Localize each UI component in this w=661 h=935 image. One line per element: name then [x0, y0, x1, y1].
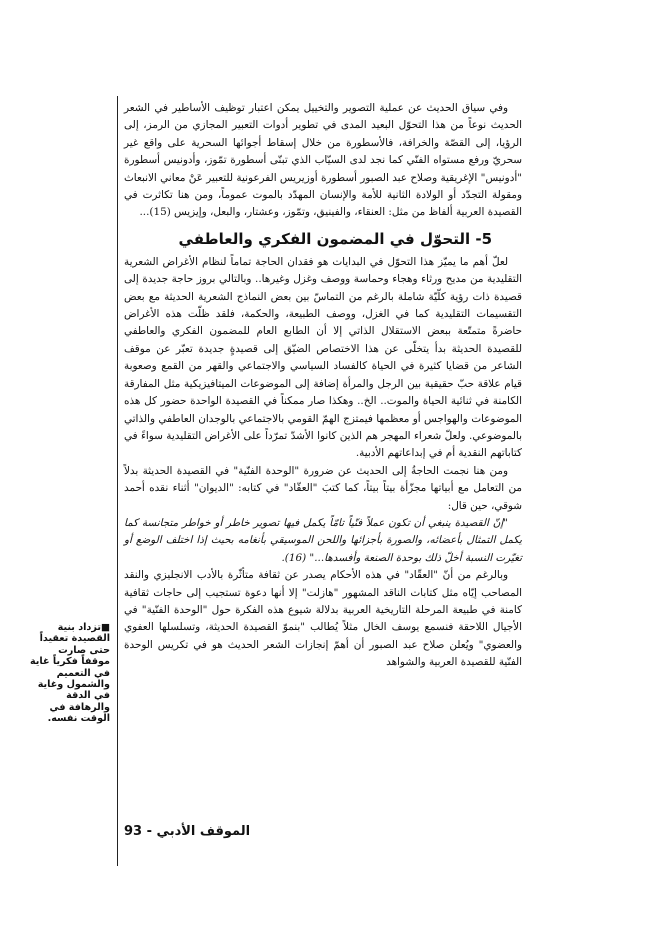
margin-rule — [117, 96, 118, 866]
margin-pull-quote: ■تزداد بنية القصيدة تعقيداً حتى صارت موقفاً فكرياً غاية في التعميم والشمول وغاية في الدقة والرهافة في الوقت نفسه. — [29, 622, 110, 725]
aqqad-quote: "إنّ القصيدة ينبغي أن تكون عملاً فنّياً تامّاً يكمل فيها تصوير خاطر أو خواطر متجانسة كما يكمل التمثال بأعضائه، والصورة بأجزائها واللحن الموسيقي بأنغامه بحيث إذا اختلف الوضع أو تغيّرت النسبة أخلّ ذلك بوحدة الصنعة وأفسدها..." (16). — [124, 516, 522, 564]
footer-separator: - — [142, 824, 157, 839]
journal-name: الموقف الأدبي — [156, 824, 251, 839]
paragraph-aqqad-influence: وبالرغم من أنّ "العقّاد" في هذه الأحكام يصدر عن ثقافة متأثّرة بالأدب الانجليزي والنقد المصاحب إيّاه مثل كتابات الناقد المشهور "هازلت" إلا أنها دعوة تستجيب إلى حاجات ثقافية كامنة في طبيعة المرحلة التاريخية العربية بدلالة شيوع هذه الفكرة حول "الوحدة الفنّية" في الأجيال اللاحقة فنسمع يوسف الخال مثلاً يُطالب "بنموّ القصيدة الحديثة، وتسلسلها العفوي والعضوي" ويُعلن صلاح عبد الصبور أن أهمّ إنجازات الشعر الحديث هو في تكريس الوحدة الفنّية للقصيدة العربية والشواهد — [124, 569, 522, 669]
paragraph-content-shift: لعلّ أهم ما يميّز هذا التحوّل في البدايات هو فقدان الحاجة تماماً لنظام الأغراض الشعرية التقليدية من مديح ورثاء وهجاء وحماسة ووصف وغزل وغيرها.. وبالتالي بروز حاجة جديدة إلى قصيدة ذات رؤية كلّيّة شاملة بالرغم من التماسّ بين بعض النماذج الشعرية الحديثة مع بعض التقسيمات التقليدية كما في الغزل، ووصف الطبيعة، والحكمة، فلقد ظلّت هذه الأغراض حاضرةً متمتّعة ببعض الاستقلال الذاتي إلا أن الطابع العام للمضمون الفكري والعاطفي للقصيدة الحديثة بدأ يتخلّى عن هذا الاختصاص الضيّق إلى قصيدةٍ جديدة تعبّر عن موقف الشاعر من قضايا كثيرة في الحياة كالفساد السياسي والاجتماعي والقهر من القمع وصعوبة قيام علاقة حبّ حقيقية بين الرجل والمرأة إضافة إلى الموضوعات الميتافيزيكية مثل المفارقة الكامنة في ثنائية الحياة والموت.. الخ.. وهكذا صار ممكناً في القصيدة الواحدة حضور كل هذه الموضوعات والهواجس أو معظمها فيمتزج الهمّ القومي بالاجتماعي بالوجدان العاطفي والذاتي بالموضوعي. ولعلّ شعراء المهجر هم الذين كانوا الأشدّ تمرّداً على الأغراض التقليدية سواءً في كتاباتهم النقدية أم في إبداعاتهم الأدبية. — [124, 255, 522, 460]
paragraph-myth: وفي سياق الحديث عن عملية التصوير والتخييل يمكن اعتبار توظيف الأساطير في الشعر الحديث نوعاً من هذا التحوّل البعيد المدى في تطوير أدوات التعبير المجازي من الرمز، إلى الرؤيا، إلى القصّة والخرافة، فالأسطورة من خلال إسقاط أجوائها السحرية على واقع غير سحريّ ورفع مستواه الفنّي كما نجد لدى السيّاب الذي تبنّى أسطورة تمّوز، وأدونيس أسطورة "أدونيس" الإغريقية وصلاح عبد الصبور أسطورة أوزيريس الفرعونية للتعبير عَنْ معاني الانبعاث ومقولة التجدّد أو الولادة الثانية للأمة والإنسان المهدّد بالموت عموماً، ومن هنا تكاثرت في القصيدة العربية ألفاظ من مثل: العنقاء، والفينيق، وتمّوز، وعشتار، والبعل، وإيزيس (15)... — [124, 102, 522, 219]
page-footer — [124, 823, 324, 841]
paragraph-artistic-unity: ومن هنا نجمت الحاجةُ إلى الحديث عن ضرورة "الوحدة الفنّية" في القصيدة الحديثة بدلاً من التعامل مع أبياتها مجزّأة بيتاً بيتاً، كما كتبَ "العقّاد" في كتابه: "الديوان" أثناء نقده أحمد شوقي، حين قال: — [124, 464, 522, 512]
section-heading: 5- التحوّل في المضمون الفكري والعاطفي — [178, 229, 492, 248]
article-body — [124, 100, 522, 672]
page-number: 93 — [124, 824, 143, 839]
